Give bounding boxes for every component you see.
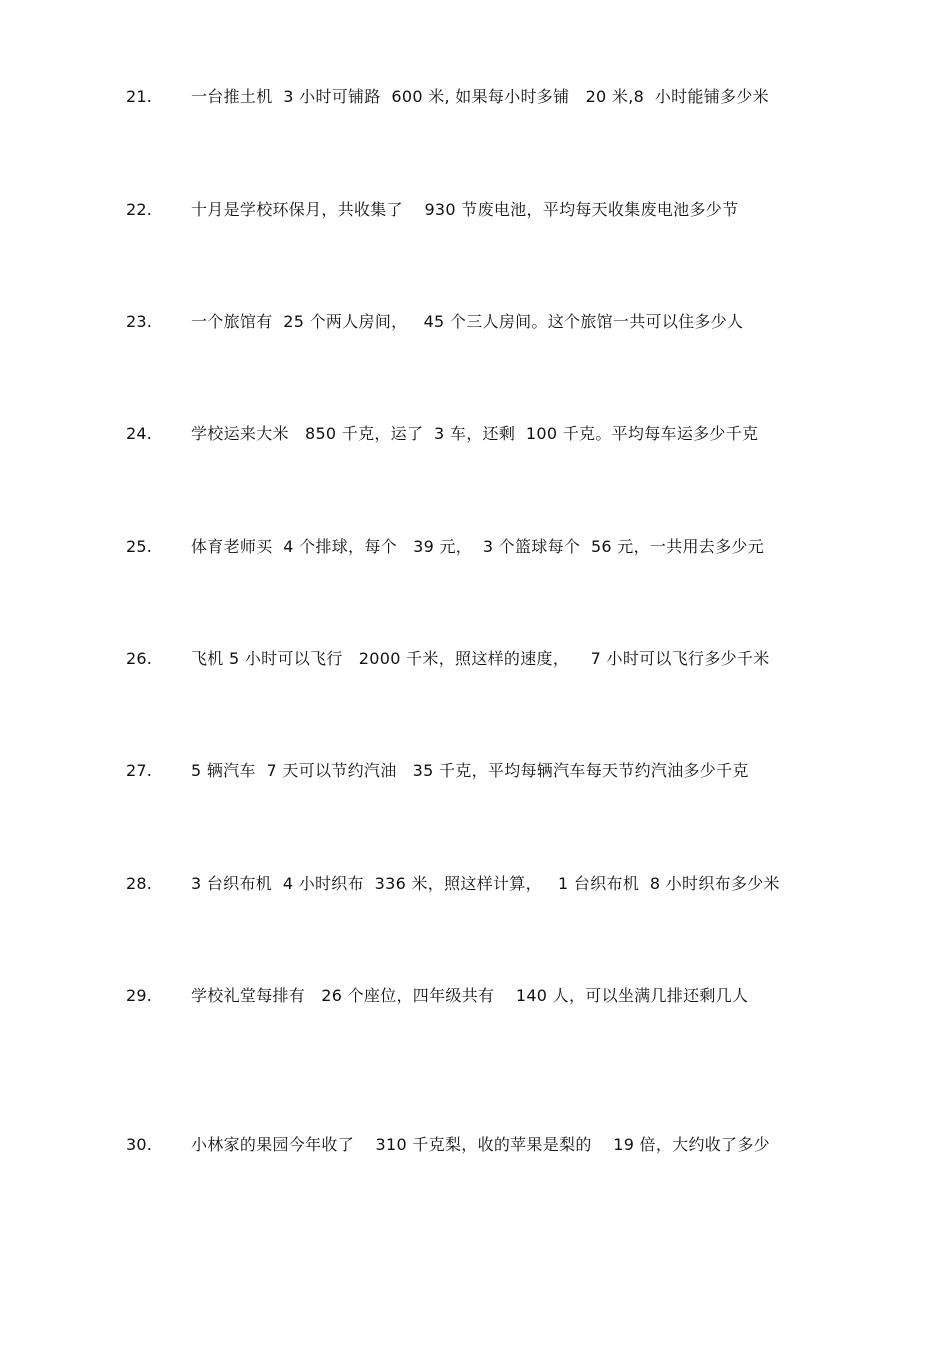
problem-number: 27. [126, 761, 153, 780]
problem-number: 29. [126, 986, 153, 1005]
problem-number: 24. [126, 424, 153, 443]
problem-number: 21. [126, 87, 153, 106]
problem-text: 学校礼堂每排有 26 个座位，四年级共有 140 人，可以坐满几排还剩几人 [191, 986, 749, 1005]
problem-text: 3 台织布机 4 小时织布 336 米，照这样计算， 1 台织布机 8 小时织布多少米 [191, 874, 780, 893]
problem-number: 23. [126, 312, 153, 331]
problem-number: 26. [126, 649, 153, 668]
problem-28 [0, 869, 950, 899]
problem-27 [0, 756, 950, 786]
problem-text: 一个旅馆有 25 个两人房间， 45 个三人房间。这个旅馆一共可以住多少人 [191, 312, 744, 331]
problem-text: 5 辆汽车 7 天可以节约汽油 35 千克，平均每辆汽车每天节约汽油多少千克 [191, 761, 749, 780]
problem-number: 28. [126, 874, 153, 893]
problem-30 [0, 1130, 950, 1160]
problem-number: 22. [126, 200, 153, 219]
problem-26 [0, 644, 950, 674]
problem-text: 一台推土机 3 小时可铺路 600 米, 如果每小时多铺 20 米,8 小时能铺多少米 [191, 87, 769, 106]
problem-21 [0, 82, 950, 112]
problem-text: 小林家的果园今年收了 310 千克梨，收的苹果是梨的 19 倍，大约收了多少 [191, 1135, 770, 1154]
problem-text: 十月是学校环保月，共收集了 930 节废电池，平均每天收集废电池多少节 [191, 200, 739, 219]
problem-29 [0, 981, 950, 1011]
problem-25 [0, 532, 950, 562]
problem-22 [0, 195, 950, 225]
problem-24 [0, 419, 950, 449]
problem-text: 体育老师买 4 个排球，每个 39 元， 3 个篮球每个 56 元，一共用去多少元 [191, 537, 764, 556]
problem-text: 飞机 5 小时可以飞行 2000 千米，照这样的速度， 7 小时可以飞行多少千米 [191, 649, 770, 668]
problem-number: 25. [126, 537, 153, 556]
problem-23 [0, 307, 950, 337]
problem-text: 学校运来大米 850 千克，运了 3 车，还剩 100 千克。平均每车运多少千克 [191, 424, 759, 443]
problem-number: 30. [126, 1135, 153, 1154]
